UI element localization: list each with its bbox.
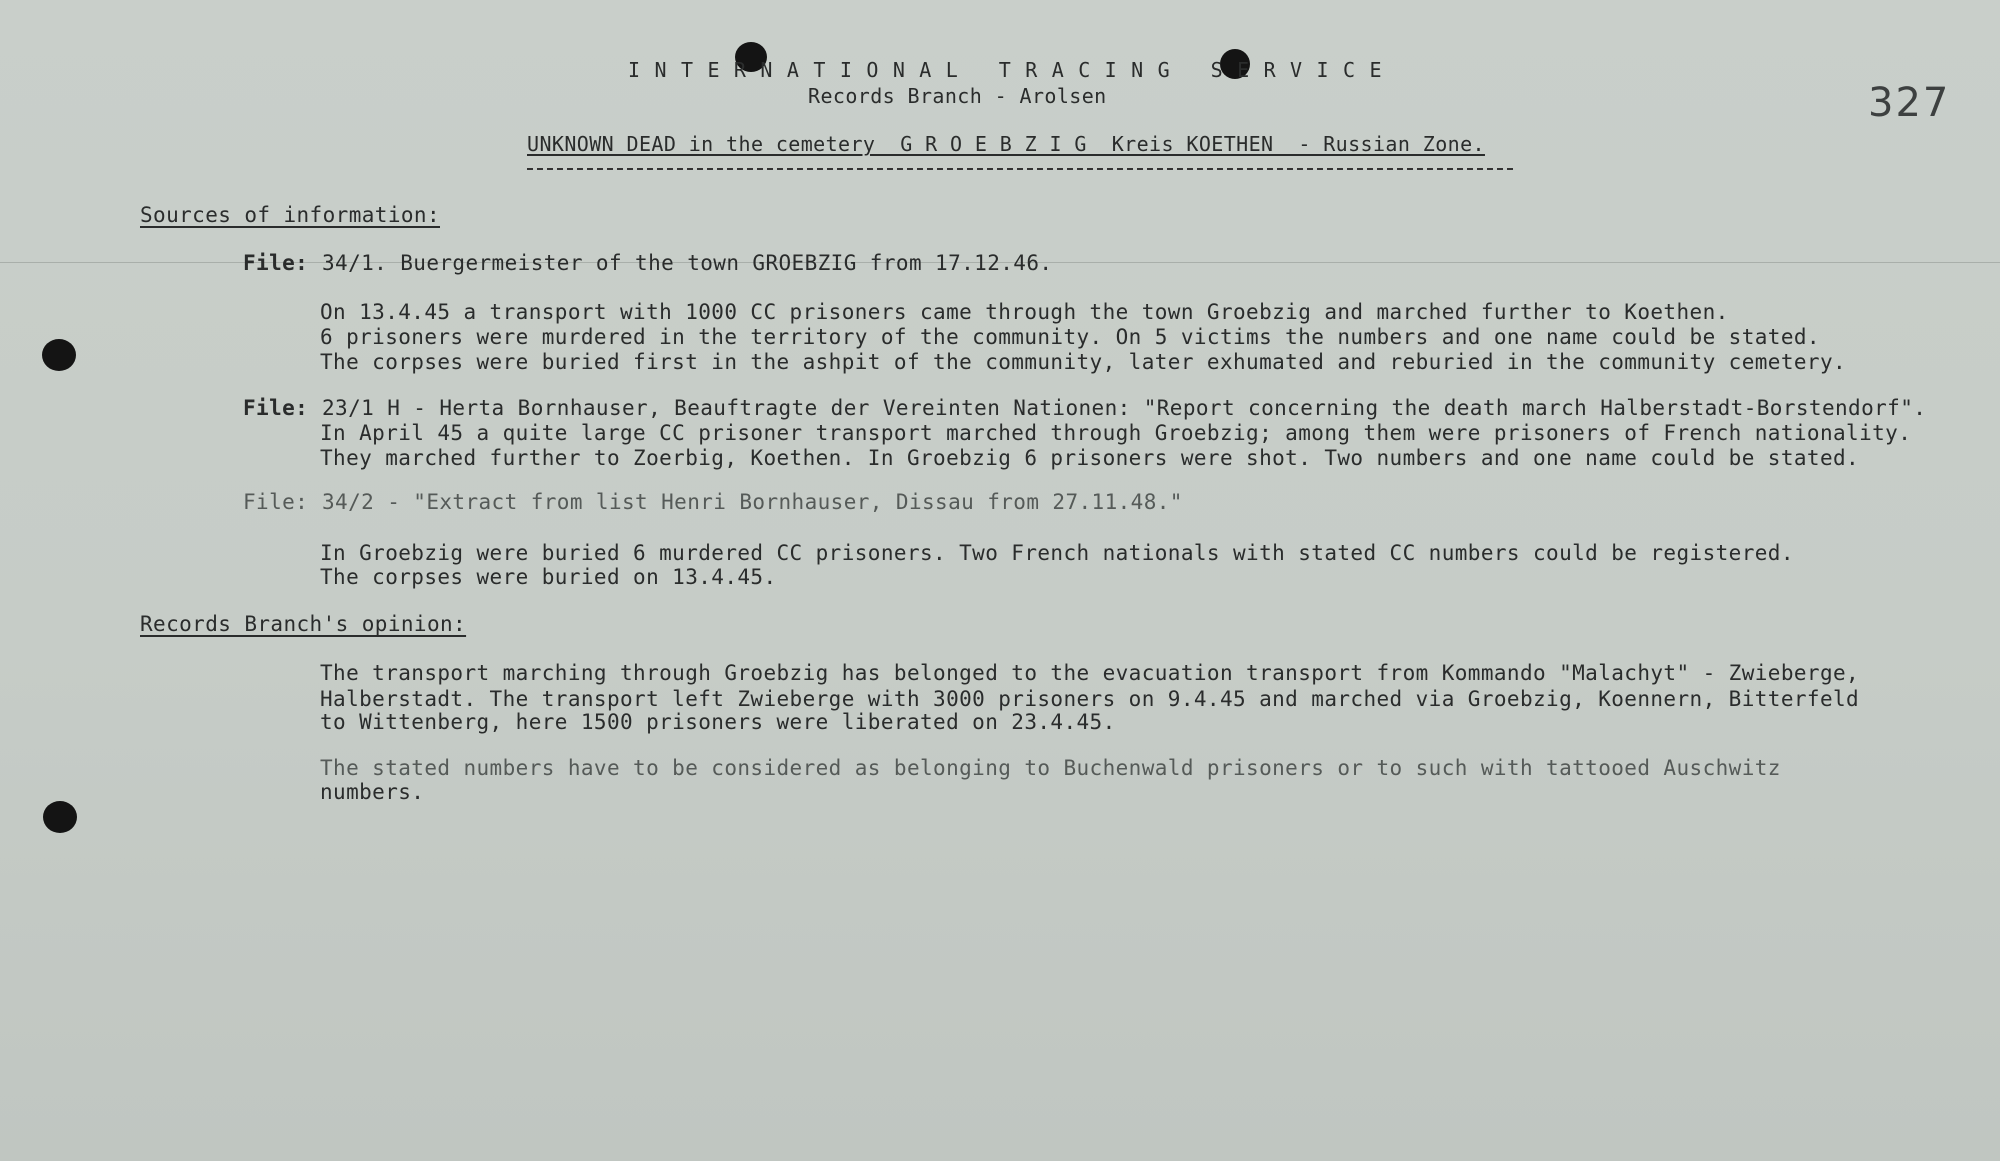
file-3-line-1: In Groebzig were buried 6 murdered CC prisoners. Two French nationals with stated CC numbers could be registered. xyxy=(320,541,1794,565)
opinion-heading: Records Branch's opinion: xyxy=(140,612,467,636)
opinion-para-2-line-2: numbers. xyxy=(320,780,425,804)
page-number: 327 xyxy=(1868,80,1951,126)
file-label-3: File: xyxy=(243,490,309,514)
opinion-para-2-line-1: The stated numbers have to be considered as belonging to Buchenwald prisoners or to such with tattooed Auschwitz xyxy=(320,756,1781,780)
file-label-2: File: xyxy=(243,396,309,420)
organization-name: I N T E R N A T I O N A L T R A C I N G S E R V I C E xyxy=(628,58,1383,82)
file-1-line-2: 6 prisoners were murdered in the territory of the community. On 5 victims the numbers and one name could be stated. xyxy=(320,325,1820,349)
file-1-line-3: The corpses were buried first in the ashpit of the community, later exhumated and reburied in the community cemetery. xyxy=(320,350,1847,374)
opinion-para-1-line-3: to Wittenberg, here 1500 prisoners were liberated on 23.4.45. xyxy=(320,710,1116,734)
file-ref-3: 34/2 - "Extract from list Henri Bornhauser, Dissau from 27.11.48." xyxy=(322,490,1183,514)
punch-hole-left-lower xyxy=(43,801,77,833)
opinion-para-1-line-1: The transport marching through Groebzig has belonged to the evacuation transport from Kommando "Malachyt" - Zwieberge, xyxy=(320,661,1860,685)
file-ref-1: 34/1. Buergermeister of the town GROEBZIG from 17.12.46. xyxy=(322,251,1053,275)
file-1-line-1: On 13.4.45 a transport with 1000 CC prisoners came through the town Groebzig and marched further to Koethen. xyxy=(320,300,1729,324)
punch-hole-left-upper xyxy=(42,339,76,371)
file-2-line-2: They marched further to Zoerbig, Koethen. In Groebzig 6 prisoners were shot. Two numbers and one name could be stated. xyxy=(320,446,1860,470)
document-title: UNKNOWN DEAD in the cemetery G R O E B Z I G Kreis KOETHEN - Russian Zone. xyxy=(527,132,1485,156)
opinion-para-1-line-2: Halberstadt. The transport left Zwieberge with 3000 prisoners on 9.4.45 and marched via Groebzig, Koennern, Bitterfeld xyxy=(320,687,1860,711)
title-dashed-rule xyxy=(527,168,1513,170)
branch-name: Records Branch - Arolsen xyxy=(808,84,1107,108)
file-ref-2: 23/1 H - Herta Bornhauser, Beauftragte der Vereinten Nationen: "Report concerning the death march Halberstadt-Borstendorf". xyxy=(322,396,1927,420)
sources-heading: Sources of information: xyxy=(140,203,440,227)
file-3-line-2: The corpses were buried on 13.4.45. xyxy=(320,565,777,589)
file-label-1: File: xyxy=(243,251,309,275)
file-2-line-1: In April 45 a quite large CC prisoner transport marched through Groebzig; among them were prisoners of French nationality. xyxy=(320,421,1912,445)
